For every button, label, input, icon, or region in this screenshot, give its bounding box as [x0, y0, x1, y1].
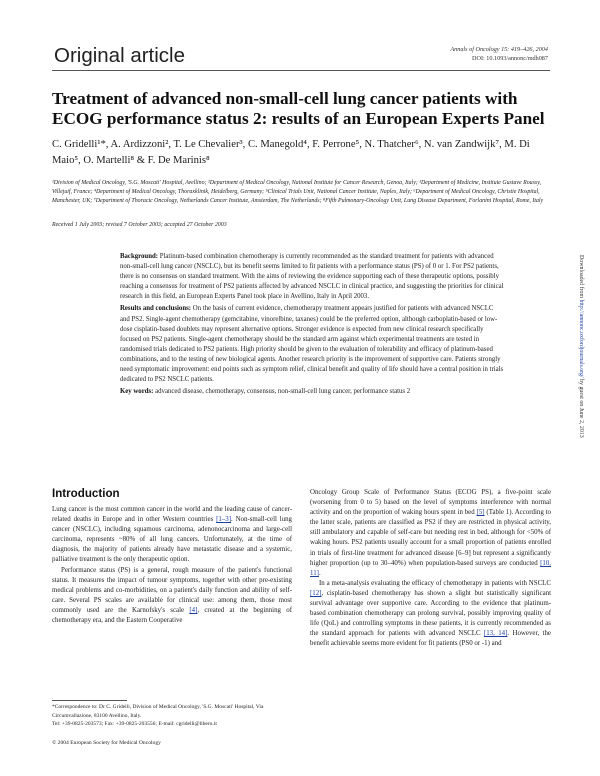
results-text: On the basis of current evidence, chemotherapy treatment appears justified for patients with advanced NSCLC and PS2. Single-agent chemotherapy (gemcitabine, vinorelbine, taxanes) could be the preferred option, although carboplatin-based or low-dose cisplatin-based doublets may represent alternative options. Stronger evidence is expected from new clinical research specifically focused on PS2 patients. Single-agent chemotherapy should be the standard arm against which experimental treatments are tested in randomised trials dedicated to PS2 patients. High priority should be given to the evaluation of tolerability and efficacy of platinum-based combinations, and to the testing of new biological agents. Another research priority is the improvement of supportive care. Patients strongly need symptomatic improvement: end points such as symptom relief, clinical benefit and quality of life should have a central position in trials dedicated to PS2 NSCLC patients. [120, 305, 504, 384]
copyright-notice: © 2004 European Society for Medical Oncology [52, 740, 161, 746]
results-label: Results and conclusions: [120, 305, 192, 313]
section-label: Original article [54, 44, 186, 67]
journal-info [450, 45, 548, 63]
right-column [310, 488, 551, 650]
text-run: Oncology Group Scale of Performance Status (ECOG PS), a five-point scale (worsening from 0 to 5) based on the level of symptoms interference with normal activity and on the proportion of waking hours spent in bed [310, 489, 551, 517]
affiliations: ¹Division of Medical Oncology, 'S.G. Moscati' Hospital, Avellino; ²Department of Medical Oncology, National Institute for Cancer Research, Genoa, Italy; ³Department of Medicine, Institute Gustave Roussy, Villejuif, France; ⁴Department of Medical Oncology, Thoraxklinik, Heidelberg, Germany; ⁵Clinical Trials Unit, National Cancer Institute, Naples, Italy; ⁶Department of Medical Oncology, Christie Hospital, Manchester, UK; ⁷Department of Thoracic Oncology, Netherlands Cancer Institute, Amsterdam, The Netherlands; ⁸Fifth Pulmonary-Oncology Unit, Lung Disease Department, Forlanini Hospital, Rome, Italy [52, 180, 544, 204]
text-run: . Non-small-cell lung cancer (NSCLC), including squamous carcinoma, adenonocarcinoma and large-cell carcinoma, represents ~80% of all lung cancers. Unfortunately, at the time of diagnosis, the majority of patients already have metastatic disease and a systemic, palliative treatment is the only therapeutic option. [52, 516, 292, 564]
article-title: Treatment of advanced non-small-cell lung cancer patients with ECOG performance status 2: results of an European Experts Panel [52, 89, 545, 128]
reference-link[interactable]: [12] [310, 589, 322, 597]
doi: DOI: 10.1093/annonc/mdh087 [472, 55, 548, 62]
intro-paragraph-4 [310, 579, 551, 650]
header-rule [52, 70, 550, 71]
text-run: , created at the beginning of chemotherapy era, and the Eastern Cooperative [52, 606, 292, 625]
text-run: (Table 1). According to the latter scale, patients are classified as PS2 if they are restricted in physical activity, still ambulatory and capable of self-care but needing rest in bed, although for <50% of waking hours. PS2 patients usually account for a small proportion of patients enrolled in trials of first-line treatment for advanced disease [6–9] but represent a significantly higher proportion (up to 30–40%) when population-based surveys are conducted [310, 509, 551, 567]
intro-paragraph-1 [52, 505, 292, 566]
reference-link[interactable]: [4] [189, 606, 198, 614]
correspondence-footnote [52, 703, 292, 729]
abstract [120, 252, 504, 399]
received-dates: Received 1 July 2003; revised 7 October 2003; accepted 27 October 2003 [52, 222, 227, 228]
abstract-results [120, 304, 504, 385]
text-run: . However, the benefit achievable seems more evident for fit patients (PS0 or -1) and [310, 630, 551, 648]
abstract-background [120, 252, 504, 302]
footnote-line: *Correspondence to: Dr C. Gridelli, Division of Medical Oncology, 'S.G. Moscati' Hospital, Via Circumvallazione, 83100 Avellino, Italy. [52, 704, 264, 719]
abstract-keywords [120, 387, 504, 397]
download-note-text [578, 255, 584, 438]
journal-citation: Annals of Oncology 15: 419–426, 2004 [450, 46, 548, 53]
text-run: , cisplatin-based chemotherapy has shown a slight but statistically significant survival advantage over supportive care. According to the evidence that platinum-based combination chemotherapy can prolong survival, possibly improving quality of life (QoL) and controlling symptoms in these patients, it is currently recommended as the standard approach for patients with advanced NSCLC [310, 589, 551, 638]
reference-link[interactable]: [1–3] [216, 516, 232, 524]
reference-link[interactable]: [10, 11] [310, 559, 551, 577]
background-label: Background: [120, 253, 159, 260]
download-url-link[interactable]: http://annonc.oxfordjournals.org/ [578, 299, 584, 378]
intro-paragraph-3 [310, 488, 551, 579]
text-run: Lung cancer is the most common cancer in the world and the leading cause of cancer-related deaths in Europe and in other Western countries [52, 506, 292, 524]
footnote-line: Tel: +39-0825-203573; Fax: +39-0825-203556; E-mail: cgridelli@libero.it [52, 721, 217, 727]
download-suffix: by guest on June 2, 2013 [578, 377, 584, 438]
footnote-rule [52, 700, 127, 701]
background-text: Platinum-based combination chemotherapy is currently recommended as the standard treatment for patients with advanced non-small-cell lung cancer (NSCLC), but its benefit seems limited to fit patients with a performance status (PS) of 0 or 1. For PS2 patients, there is no consensus on standard treatment. With the aims of reviewing the evidence supporting each of these therapeutic options, possibly reaching a consensus for treatment of PS2 patients affected by advanced NSCLC in clinical practice, and suggesting the priorities for clinical research in this field, an European Experts Panel took place in Avellino, Italy in April 2003. [120, 253, 504, 301]
download-prefix: Downloaded from [578, 255, 584, 300]
text-run: . [318, 569, 321, 577]
keywords-text: advanced disease, chemotherapy, consensus, non-small-cell lung cancer, performance status 2 [155, 388, 411, 396]
author-list: C. Gridelli¹*, A. Ardizzoni², T. Le Chevalier³, C. Manegold⁴, F. Perrone⁵, N. Thatcher⁶, N. van Zandwijk⁷, M. Di Maio⁵, O. Martelli⁸ & F. De Marinis⁸ [52, 139, 530, 166]
reference-link[interactable]: [13, 14] [483, 630, 508, 638]
reference-link[interactable]: [5] [476, 509, 485, 517]
text-run: In a meta-analysis evaluating the efficacy of chemotherapy in patients with NSCLC [319, 579, 551, 587]
download-note [574, 255, 584, 585]
left-column [52, 505, 292, 626]
introduction-heading: Introduction [52, 487, 120, 500]
keywords-label: Key words: [120, 388, 154, 396]
text-run: Performance status (PS) is a general, rough measure of the patient's functional status. It measures the impact of tumour symptoms, together with other pre-existing medical problems and co-morbidities, on a patient's daily function and ability of self-care. Several PS scales are available for clinical use: among them, those most commonly used are the Karnofsky's scale [52, 566, 292, 614]
intro-paragraph-2 [52, 566, 292, 627]
